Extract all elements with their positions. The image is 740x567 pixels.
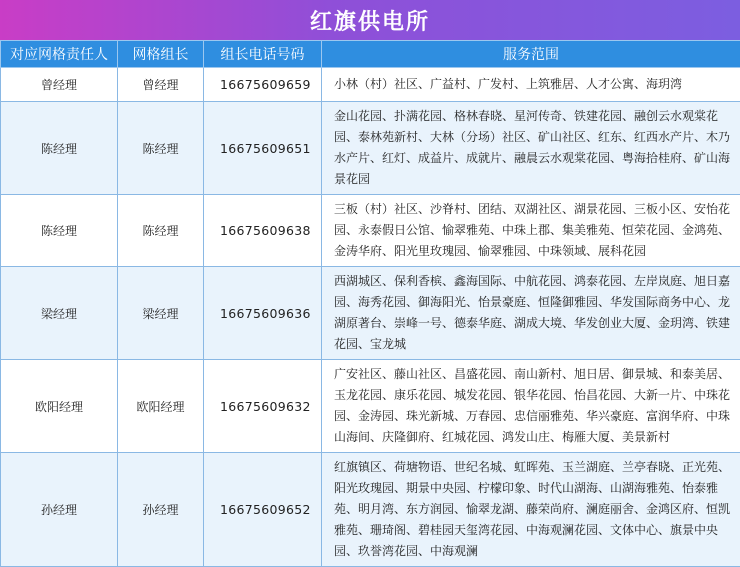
phone-cell: 16675609632	[204, 360, 322, 453]
responsible-cell: 梁经理	[1, 267, 118, 360]
table-row	[1, 267, 740, 360]
phone-cell: 16675609659	[204, 68, 322, 102]
table-row	[1, 195, 740, 267]
leader-cell: 欧阳经理	[118, 360, 204, 453]
phone-cell: 16675609636	[204, 267, 322, 360]
leader-cell: 曾经理	[118, 68, 204, 102]
leader-cell: 陈经理	[118, 195, 204, 267]
service-area-cell: 红旗镇区、荷塘物语、世纪名城、虹晖苑、玉兰湖庭、兰亭春晓、正光苑、阳光玫瑰园、期景中央园、柠檬印象、时代山湖海、山湖海雅苑、怡泰雅苑、明月湾、东方润园、愉翠龙湖、藤荣尚府、澜庭丽舍、金鸿区府、恒凯雅苑、珊琦阁、碧桂园天玺湾花园、中海观澜花园、文体中心、旗景中央园、玖誉湾花园、中海观澜	[322, 453, 740, 567]
responsible-cell: 陈经理	[1, 102, 118, 195]
phone-cell: 16675609638	[204, 195, 322, 267]
table-header-row	[1, 41, 740, 68]
service-area-cell: 三板（村）社区、沙脊村、团结、双湖社区、湖景花园、三板小区、安怡花园、永泰假日公馆、愉翠雅苑、中珠上郡、集美雅苑、恒荣花园、金鸿苑、金涛华府、阳光里玫瑰园、愉翠雅园、中珠领域、展科花园	[322, 195, 740, 267]
header-phone: 组长电话号码	[204, 41, 322, 68]
page-title: 红旗供电所	[0, 0, 740, 40]
service-area-cell: 小林（村）社区、广益村、广发村、上筑雅居、人才公寓、海玥湾	[322, 68, 740, 102]
service-area-cell: 广安社区、藤山社区、昌盛花园、南山新村、旭日居、御景城、和泰美居、玉龙花园、康乐花园、城发花园、银华花园、怡昌花园、大新一片、中珠花园、金涛园、珠光新城、万春园、忠信丽雅苑、华兴豪庭、富润华府、中珠山海间、庆隆御府、红城花园、鸿发山庄、梅雁大厦、美景新村	[322, 360, 740, 453]
table-row	[1, 453, 740, 567]
header-service-area: 服务范围	[322, 41, 740, 68]
service-table	[0, 40, 740, 567]
table-row	[1, 102, 740, 195]
service-area-cell: 金山花园、扑满花园、格林春晓、星河传奇、铁建花园、融创云水观棠花园、泰林苑新村、大林（分场）社区、矿山社区、红东、红西水产片、木乃水产片、红灯、成益片、成就片、融晨云水观棠花园、粤海拾桂府、矿山海景花园	[322, 102, 740, 195]
table-row	[1, 360, 740, 453]
table-row	[1, 68, 740, 102]
header-leader: 网格组长	[118, 41, 204, 68]
phone-cell: 16675609652	[204, 453, 322, 567]
leader-cell: 陈经理	[118, 102, 204, 195]
header-responsible: 对应网格责任人	[1, 41, 118, 68]
responsible-cell: 曾经理	[1, 68, 118, 102]
responsible-cell: 欧阳经理	[1, 360, 118, 453]
leader-cell: 梁经理	[118, 267, 204, 360]
responsible-cell: 孙经理	[1, 453, 118, 567]
service-area-cell: 西湖城区、保利香槟、鑫海国际、中航花园、鸿泰花园、左岸岚庭、旭日嘉园、海秀花园、御海阳光、怡景豪庭、恒隆御雅园、华发国际商务中心、龙湖原著台、崇峰一号、德泰华庭、湖成大境、华发创业大厦、金玥湾、铁建花园、宝龙城	[322, 267, 740, 360]
leader-cell: 孙经理	[118, 453, 204, 567]
responsible-cell: 陈经理	[1, 195, 118, 267]
phone-cell: 16675609651	[204, 102, 322, 195]
